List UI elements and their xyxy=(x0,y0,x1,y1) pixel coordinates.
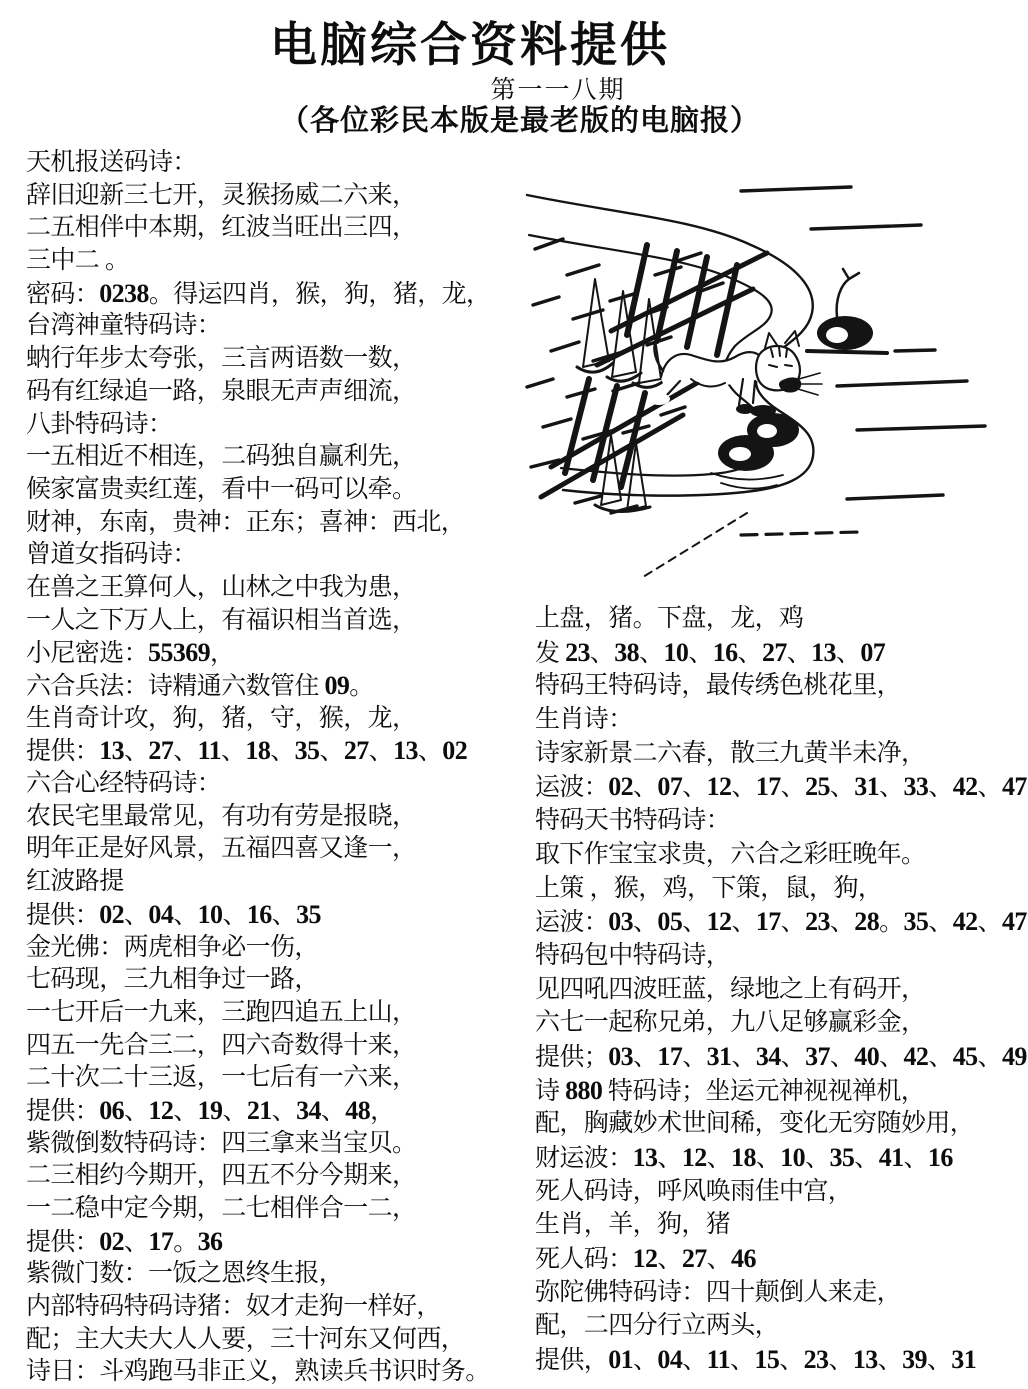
text-line: 小尼密选：55369， xyxy=(26,638,235,668)
text-line: 配，二四分行立两头， xyxy=(535,1312,780,1340)
ground-line xyxy=(643,513,747,577)
text-line: 诗 880 特码诗；坐运元神视视禅机， xyxy=(535,1075,926,1105)
text-line: 生肖诗： xyxy=(535,706,633,734)
text-line: 红波路提 xyxy=(26,868,124,896)
right-text-column xyxy=(535,602,1027,1377)
text-line: 特码天书特码诗： xyxy=(535,807,731,835)
text-line: 三中二 。 xyxy=(26,247,130,275)
text-line: 台湾神童特码诗： xyxy=(26,312,222,340)
text-line: 死人码诗，呼风唤雨佳中宫， xyxy=(535,1177,853,1205)
text-line: 密码：0238。得运四肖，猴，狗，猪，龙， xyxy=(26,278,491,308)
text-line: 金光佛：两虎相争必一伤， xyxy=(26,933,319,961)
text-line: 发 23、38、10、16、27、13、07 xyxy=(535,637,886,667)
left-text-column xyxy=(26,147,518,1389)
text-line: 诗家新景二六春，散三九黄半未净， xyxy=(535,739,926,767)
text-line: 二三相约今期开，四五不分今期来， xyxy=(26,1162,417,1190)
text-line: 配；主大夫大人人要，三十河东又何西， xyxy=(26,1325,466,1353)
text-line: 六合心经特码诗： xyxy=(26,770,222,798)
text-line: 生肖奇计攻，狗，猪，守，猴，龙， xyxy=(26,704,417,732)
tiger-whiskers xyxy=(798,373,822,395)
text-line: 一二稳中定今期，二七相伴合一二， xyxy=(26,1195,417,1222)
text-line: 天机报送码诗： xyxy=(26,149,197,176)
text-line: 特码包中特码诗， xyxy=(535,941,731,969)
text-line: 提供：02、17。36 xyxy=(26,1226,223,1256)
text-line: 取下作宝宝求贵，六合之彩旺晚年。 xyxy=(535,840,926,868)
text-line: 六七一起称兄弟，九八足够赢彩金， xyxy=(535,1009,926,1037)
subtitle-note: （各位彩民本版是最老版的电脑报） xyxy=(279,105,760,137)
page-title: 电脑综合资料提供 xyxy=(270,18,670,71)
text-line: 一人之下万人上，有福识相当首选， xyxy=(26,606,417,634)
text-line: 二五相伴中本期，红波当旺出三四， xyxy=(26,214,417,242)
illustration-sketch xyxy=(515,183,1015,595)
fence-lower xyxy=(541,379,697,497)
text-line: 四五一先合三二，四六奇数得十来， xyxy=(26,1031,417,1059)
ground-dash xyxy=(741,532,859,535)
text-line: 曾道女指码诗： xyxy=(26,541,197,569)
text-line: 运波：02、07、12、17、25、31、33、42、47 xyxy=(535,772,1027,802)
text-line: 财神，东南，贵神：正东；喜神：西北， xyxy=(26,508,466,536)
text-line: 一七开后一九来，三跑四追五上山， xyxy=(26,998,417,1026)
text-line: 农民宅里最常见，有功有劳是报晓， xyxy=(26,802,417,830)
text-line: 生肖，羊，狗，猪 xyxy=(535,1211,731,1239)
text-line: 弥陀佛特码诗：四十颠倒人来走， xyxy=(535,1278,902,1306)
text-line: 死人码：12、27、46 xyxy=(535,1244,756,1274)
text-line: 紫微倒数特码诗：四三拿来当宝贝。 xyxy=(26,1129,417,1157)
text-line: 提供：02、04、10、16、35 xyxy=(26,899,321,929)
text-line: 八卦特码诗： xyxy=(26,410,173,438)
bushes-on-path xyxy=(711,413,799,489)
text-line: 提供：13、27、11、18、35、27、13、02 xyxy=(26,736,468,766)
text-line: 诗日：斗鸡跑马非正义，熟读兵书识时务。 xyxy=(26,1358,490,1386)
text-line: 候家富贵卖红莲，看中一码可以牵。 xyxy=(26,475,417,503)
issue-number: 第一一八期 xyxy=(490,77,626,104)
text-line: 提供；03、17、31、34、37、40、42、45、49 xyxy=(535,1041,1027,1071)
text-line: 在兽之王算何人，山林之中我为患， xyxy=(26,573,417,601)
text-line: 紫微门数：一饭之恩终生报， xyxy=(26,1260,344,1288)
tiger-figure xyxy=(648,331,822,417)
bush-right xyxy=(807,269,887,353)
text-line: 运波：03、05、12、17、23、28。35、42、47 xyxy=(535,907,1027,937)
text-line: 内部特码特码诗猪：奴才走狗一样好， xyxy=(26,1293,441,1321)
text-line: 提供：06、12、19、21、34、48， xyxy=(26,1095,395,1125)
text-line: 二十次二十三返，一七后有一六来， xyxy=(26,1064,417,1092)
text-line: 辞旧迎新三七开，灵猴扬威二六来， xyxy=(26,181,417,209)
text-line: 明年正是好风景，五福四喜又逢一， xyxy=(26,835,417,863)
text-line: 一五相近不相连，二码独自赢利先， xyxy=(26,443,417,471)
text-line: 见四吼四波旺蓝，绿地之上有码开， xyxy=(535,975,926,1003)
text-line: 财运波：13、12、18、10、35、41、16 xyxy=(535,1143,953,1172)
text-line: 提供，01、04、11、15、23、13、39、31 xyxy=(535,1345,977,1375)
text-line: 上盘，猪。下盘，龙，鸡 xyxy=(535,605,804,632)
text-line: 码有红绿追一路，泉眼无声声细流， xyxy=(26,377,417,405)
text-line: 蚋行年步太夸张，三言两语数一数， xyxy=(26,345,417,373)
text-line: 上策 ，猴，鸡，下策，鼠，狗， xyxy=(535,874,883,902)
text-line: 特码王特码诗，最传绣色桃花里， xyxy=(535,672,902,700)
text-line: 配，胸藏妙术世间稀，变化无穷随妙用， xyxy=(535,1110,975,1138)
text-line: 六合兵法：诗精通六数管住 09。 xyxy=(26,671,374,700)
text-line: 七码现，三九相争过一路， xyxy=(26,966,319,994)
